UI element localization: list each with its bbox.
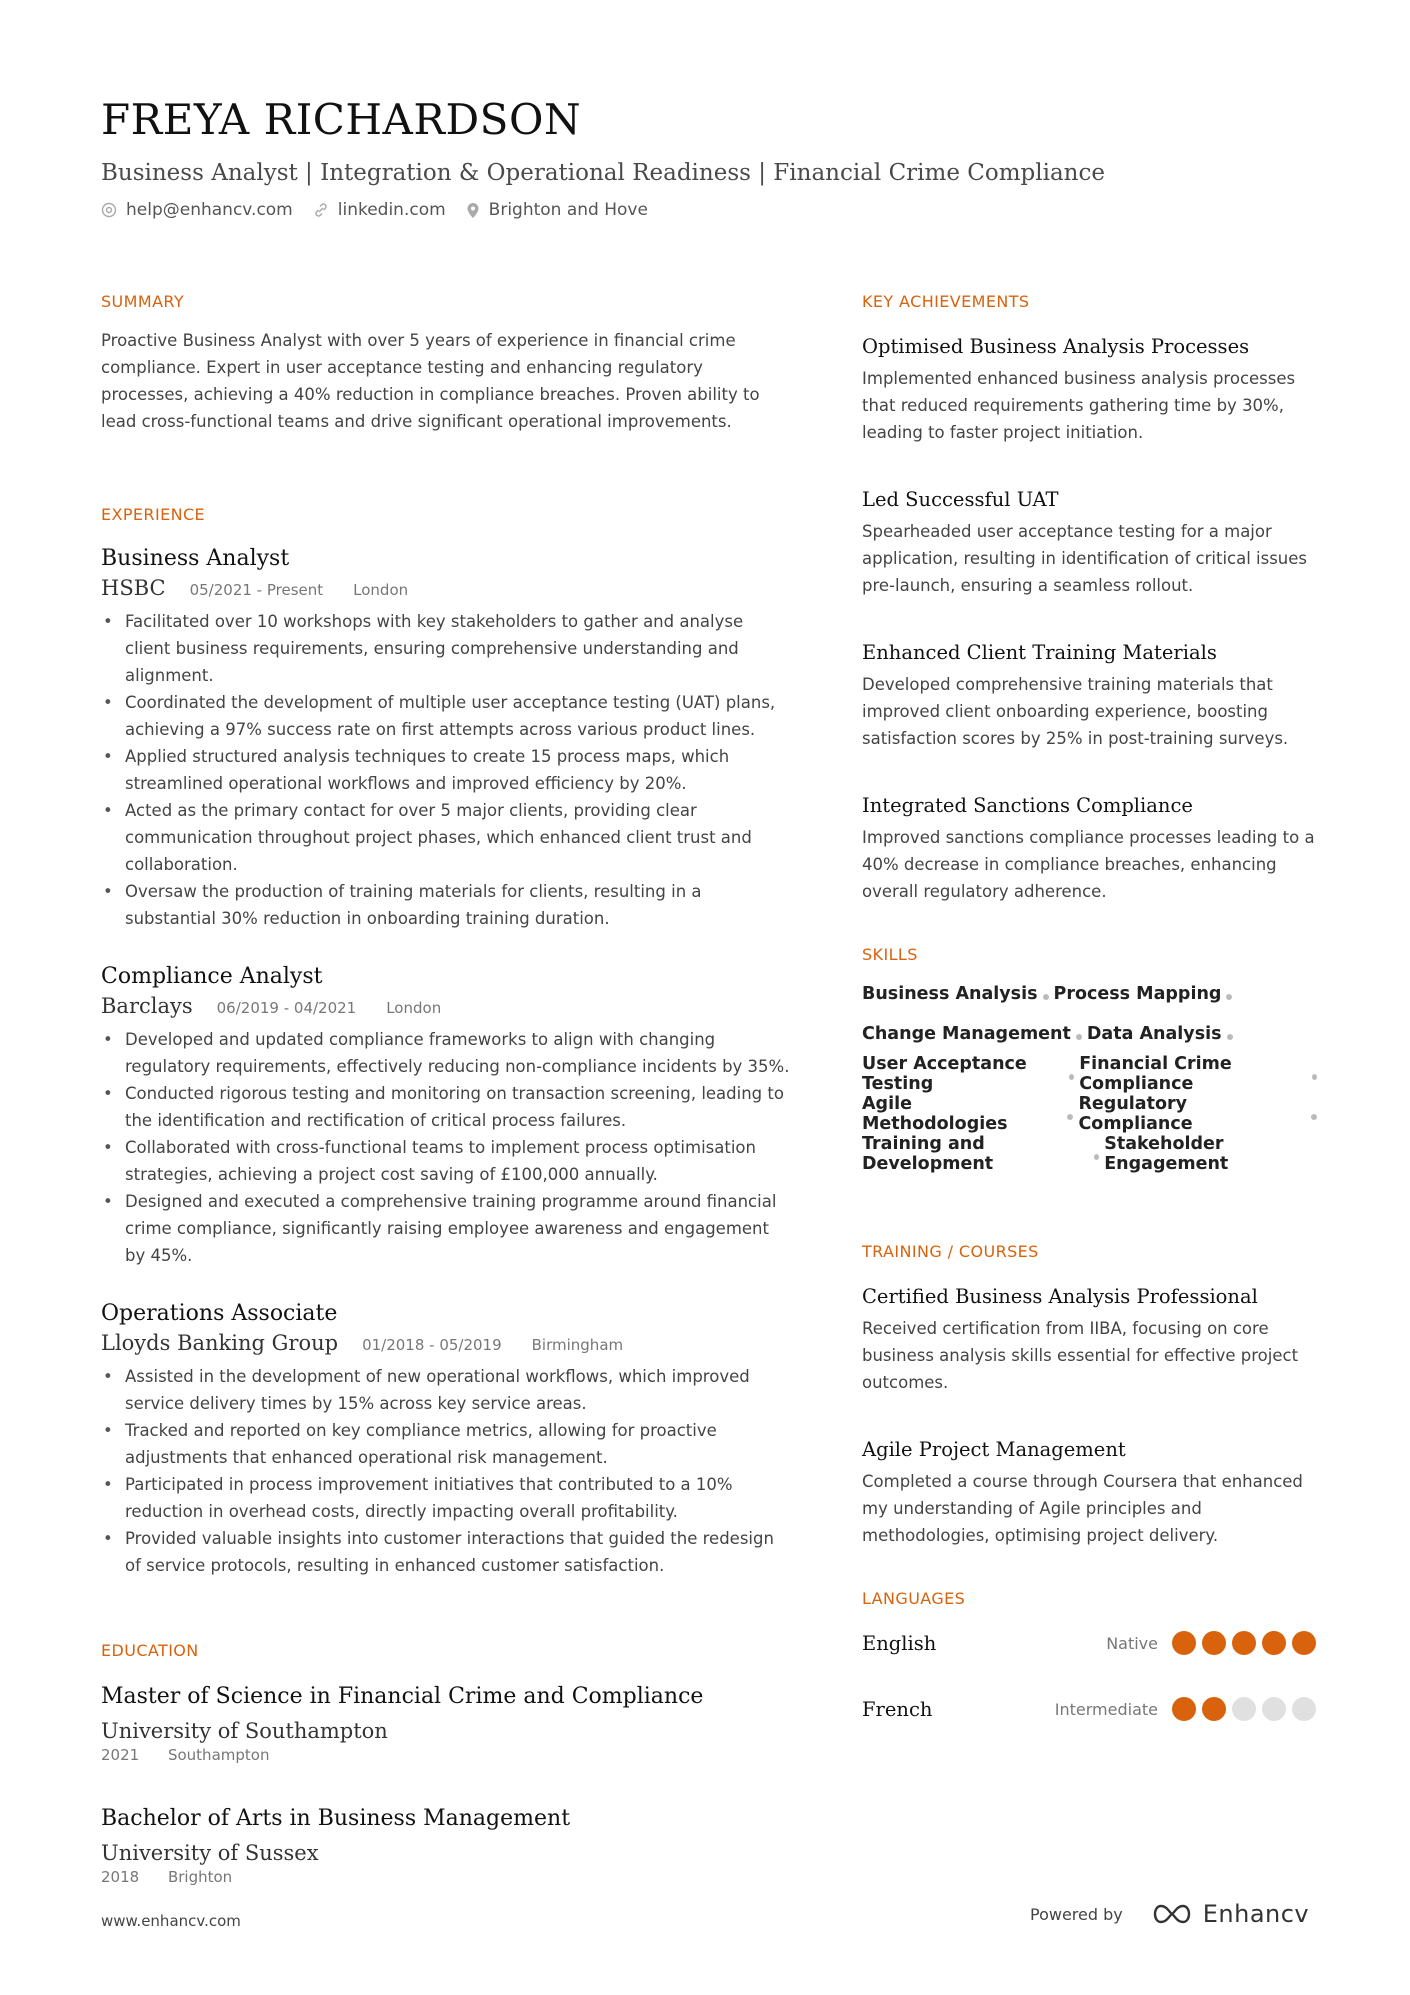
- bullet: • Participated in process improvement initiatives that contributed to a 10% reduction in overhead costs, directly impacting overall profitability.: [101, 1471, 791, 1525]
- job-location: London: [353, 581, 409, 599]
- achievement-title: Optimised Business Analysis Processes: [862, 335, 1250, 358]
- company-name: Barclays: [101, 994, 193, 1018]
- left-column: [101, 292, 791, 1886]
- skill-tag: Process Mapping: [1053, 984, 1222, 1004]
- right-column: [862, 292, 1322, 1724]
- rating-dot: [1232, 1631, 1256, 1655]
- headline: Business Analyst | Integration & Operational Readiness | Financial Crime Compliance: [101, 160, 1105, 186]
- bullet: • Developed and updated compliance frameworks to align with changing regulatory requirements, effectively reducing non-compliance incidents by 35%.: [101, 1026, 791, 1080]
- section-title-summary: SUMMARY: [101, 292, 185, 311]
- bullet: • Acted as the primary contact for over 5 major clients, providing clear communication throughout project phases, which enhanced client trust and collaboration.: [101, 797, 791, 878]
- education-year: 2018: [101, 1868, 140, 1886]
- education-meta: [101, 1868, 791, 1886]
- education-section: [101, 1641, 791, 1886]
- job-bullets: [101, 1363, 791, 1579]
- summary-section: [101, 292, 791, 435]
- achievement-text: Improved sanctions compliance processes leading to a 40% decrease in compliance breaches, enhancing overall regulatory adherence.: [862, 828, 1315, 901]
- job-location: London: [386, 999, 442, 1017]
- skill-tag: Business Analysis: [862, 984, 1038, 1004]
- section-title-experience: EXPERIENCE: [101, 505, 206, 524]
- education-location: Brighton: [167, 1868, 233, 1886]
- skill-separator: [1069, 1074, 1074, 1080]
- languages-section: [862, 1589, 1322, 1724]
- training-item: [862, 1436, 1322, 1549]
- skill-tag: Financial Crime Compliance: [1079, 1054, 1232, 1094]
- job-title: Compliance Analyst: [101, 964, 323, 989]
- skill-separator: [1226, 994, 1232, 1000]
- job-entry: [101, 962, 791, 1269]
- job-title: Business Analyst: [101, 546, 290, 571]
- bullet: • Oversaw the production of training materials for clients, resulting in a substantial 30% reduction in onboarding training duration.: [101, 878, 791, 932]
- rating-dot: [1292, 1631, 1316, 1655]
- achievement-text: Developed comprehensive training materials that improved client onboarding experience, boosting satisfaction scores by 25% in post-training surveys.: [862, 675, 1289, 748]
- bullet: • Applied structured analysis techniques to create 15 process maps, which streamlined operational workflows and improved efficiency by 20%.: [101, 743, 791, 797]
- job-meta: [101, 994, 791, 1018]
- achievements-section: [862, 292, 1322, 905]
- at-icon: [101, 202, 117, 218]
- skill-tag: Change Management: [862, 1024, 1071, 1044]
- education-location: Southampton: [167, 1746, 270, 1764]
- job-title: Operations Associate: [101, 1301, 338, 1326]
- language-name: French: [862, 1697, 933, 1721]
- degree: Bachelor of Arts in Business Management: [101, 1806, 571, 1831]
- rating-dot: [1172, 1697, 1196, 1721]
- job-dates: 05/2021 - Present: [189, 581, 324, 599]
- skill-tag: Agile Methodologies: [862, 1094, 1008, 1134]
- skill-row: [862, 1134, 1322, 1174]
- skill-row: [862, 1014, 1322, 1054]
- language-level: Intermediate: [1054, 1699, 1158, 1719]
- location-pin-icon: [466, 202, 480, 219]
- job-bullets: [101, 1026, 791, 1269]
- achievement-item: [862, 333, 1322, 446]
- job-meta: [101, 1331, 791, 1355]
- skill-separator: [1311, 1114, 1317, 1120]
- achievement-item: [862, 639, 1322, 752]
- achievement-item: [862, 486, 1322, 599]
- linkedin-text: linkedin.com: [337, 200, 446, 220]
- bullet: • Tracked and reported on key compliance metrics, allowing for proactive adjustments that enhanced operational risk management.: [101, 1417, 791, 1471]
- footer-branding[interactable]: [1030, 1900, 1309, 1928]
- language-level: Native: [1106, 1633, 1158, 1653]
- skill-separator: [1227, 1034, 1233, 1040]
- skill-tag: User Acceptance Testing: [862, 1054, 1027, 1094]
- degree: Master of Science in Financial Crime and Compliance: [101, 1684, 704, 1709]
- skill-tag: Stakeholder Engagement: [1104, 1134, 1229, 1174]
- email-text: help@enhancv.com: [126, 200, 293, 220]
- company-name: HSBC: [101, 576, 166, 600]
- training-section: [862, 1242, 1322, 1549]
- education-year: 2021: [101, 1746, 140, 1764]
- experience-section: [101, 505, 791, 1579]
- rating-dot: [1232, 1697, 1256, 1721]
- summary-text: Proactive Business Analyst with over 5 years of experience in financial crime compliance. Expert in user acceptance testing and enhancing regulatory processes, achieving a 40% reduction in compliance breaches. Proven ability to lead cross-functional teams and drive significant operational improvements.: [101, 331, 760, 431]
- education-meta: [101, 1746, 791, 1764]
- skill-separator: [1094, 1154, 1099, 1160]
- skill-tag: Data Analysis: [1086, 1024, 1222, 1044]
- rating-dot: [1262, 1697, 1286, 1721]
- language-row: [862, 1628, 1322, 1658]
- bullet: • Assisted in the development of new operational workflows, which improved service delivery times by 15% across key service areas.: [101, 1363, 791, 1417]
- training-title: Agile Project Management: [862, 1438, 1126, 1461]
- bullet: • Facilitated over 10 workshops with key stakeholders to gather and analyse client business requirements, ensuring comprehensive understanding and alignment.: [101, 608, 791, 689]
- rating-dot: [1172, 1631, 1196, 1655]
- skill-row: [862, 1054, 1322, 1094]
- section-title-training: TRAINING / COURSES: [862, 1242, 1039, 1261]
- education-entry: [101, 1682, 791, 1764]
- bullet: • Conducted rigorous testing and monitoring on transaction screening, leading to the identification and rectification of critical process failures.: [101, 1080, 791, 1134]
- job-bullets: [101, 608, 791, 932]
- section-title-languages: LANGUAGES: [862, 1589, 966, 1608]
- section-title-education: EDUCATION: [101, 1641, 199, 1660]
- school: University of Southampton: [101, 1719, 388, 1743]
- rating-dot: [1292, 1697, 1316, 1721]
- language-rating: [1172, 1631, 1322, 1655]
- achievement-title: Integrated Sanctions Compliance: [862, 794, 1193, 817]
- job-dates: 01/2018 - 05/2019: [362, 1336, 502, 1354]
- candidate-name: FREYA RICHARDSON: [101, 95, 582, 144]
- skill-tag: Training and Development: [862, 1134, 994, 1174]
- skill-separator: [1076, 1034, 1082, 1040]
- achievement-title: Led Successful UAT: [862, 488, 1059, 511]
- bullet: • Coordinated the development of multiple user acceptance testing (UAT) plans, achieving a 97% success rate on first attempts across various product lines.: [101, 689, 791, 743]
- job-meta: [101, 576, 791, 600]
- education-entry: [101, 1804, 791, 1886]
- language-row: [862, 1694, 1322, 1724]
- training-text: Received certification from IIBA, focusing on core business analysis skills essential for effective project outcomes.: [862, 1319, 1299, 1392]
- link-icon: [313, 202, 329, 218]
- training-title: Certified Business Analysis Professional: [862, 1285, 1258, 1308]
- powered-by-text: Powered by: [1030, 1904, 1123, 1924]
- skill-separator: [1043, 994, 1049, 1000]
- rating-dot: [1202, 1631, 1226, 1655]
- job-entry: [101, 544, 791, 932]
- bullet: • Collaborated with cross-functional teams to implement process optimisation strategies, achieving a project cost saving of £100,000 annually.: [101, 1134, 791, 1188]
- section-title-achievements: KEY ACHIEVEMENTS: [862, 292, 1030, 311]
- skill-separator: [1067, 1114, 1073, 1120]
- achievement-text: Implemented enhanced business analysis processes that reduced requirements gathering time by 30%, leading to faster project initiation.: [862, 369, 1296, 442]
- skill-row: [862, 974, 1322, 1014]
- job-location: Birmingham: [531, 1336, 624, 1354]
- rating-dot: [1202, 1697, 1226, 1721]
- location-text: Brighton and Hove: [488, 200, 648, 220]
- job-dates: 06/2019 - 04/2021: [216, 999, 357, 1017]
- company-name: Lloyds Banking Group: [101, 1331, 339, 1355]
- job-entry: [101, 1299, 791, 1579]
- enhancv-logo-icon: [1149, 1902, 1195, 1926]
- skill-separator: [1312, 1074, 1317, 1080]
- bullet: • Provided valuable insights into customer interactions that guided the redesign of service protocols, resulting in enhanced customer satisfaction.: [101, 1525, 791, 1579]
- contact-email[interactable]: [101, 200, 293, 220]
- contact-linkedin[interactable]: [313, 200, 446, 220]
- contact-location: [466, 200, 648, 220]
- language-name: English: [862, 1631, 937, 1655]
- skill-row: [862, 1094, 1322, 1134]
- skill-tag: Regulatory Compliance: [1078, 1094, 1193, 1134]
- training-item: [862, 1283, 1322, 1396]
- achievement-title: Enhanced Client Training Materials: [862, 641, 1217, 664]
- contact-bar: [101, 200, 668, 220]
- language-rating: [1172, 1697, 1322, 1721]
- footer-website[interactable]: www.enhancv.com: [101, 1912, 241, 1930]
- achievement-item: [862, 792, 1322, 905]
- achievement-text: Spearheaded user acceptance testing for a major application, resulting in identification of critical issues pre-launch, ensuring a seamless rollout.: [862, 522, 1308, 595]
- training-text: Completed a course through Coursera that enhanced my understanding of Agile principles and methodologies, optimising project delivery.: [862, 1472, 1303, 1545]
- brand-name: Enhancv: [1202, 1900, 1310, 1928]
- rating-dot: [1262, 1631, 1286, 1655]
- bullet: • Designed and executed a comprehensive training programme around financial crime compliance, significantly raising employee awareness and engagement by 45%.: [101, 1188, 791, 1269]
- section-title-skills: SKILLS: [862, 945, 918, 964]
- school: University of Sussex: [101, 1841, 319, 1865]
- skills-section: [862, 945, 1322, 1174]
